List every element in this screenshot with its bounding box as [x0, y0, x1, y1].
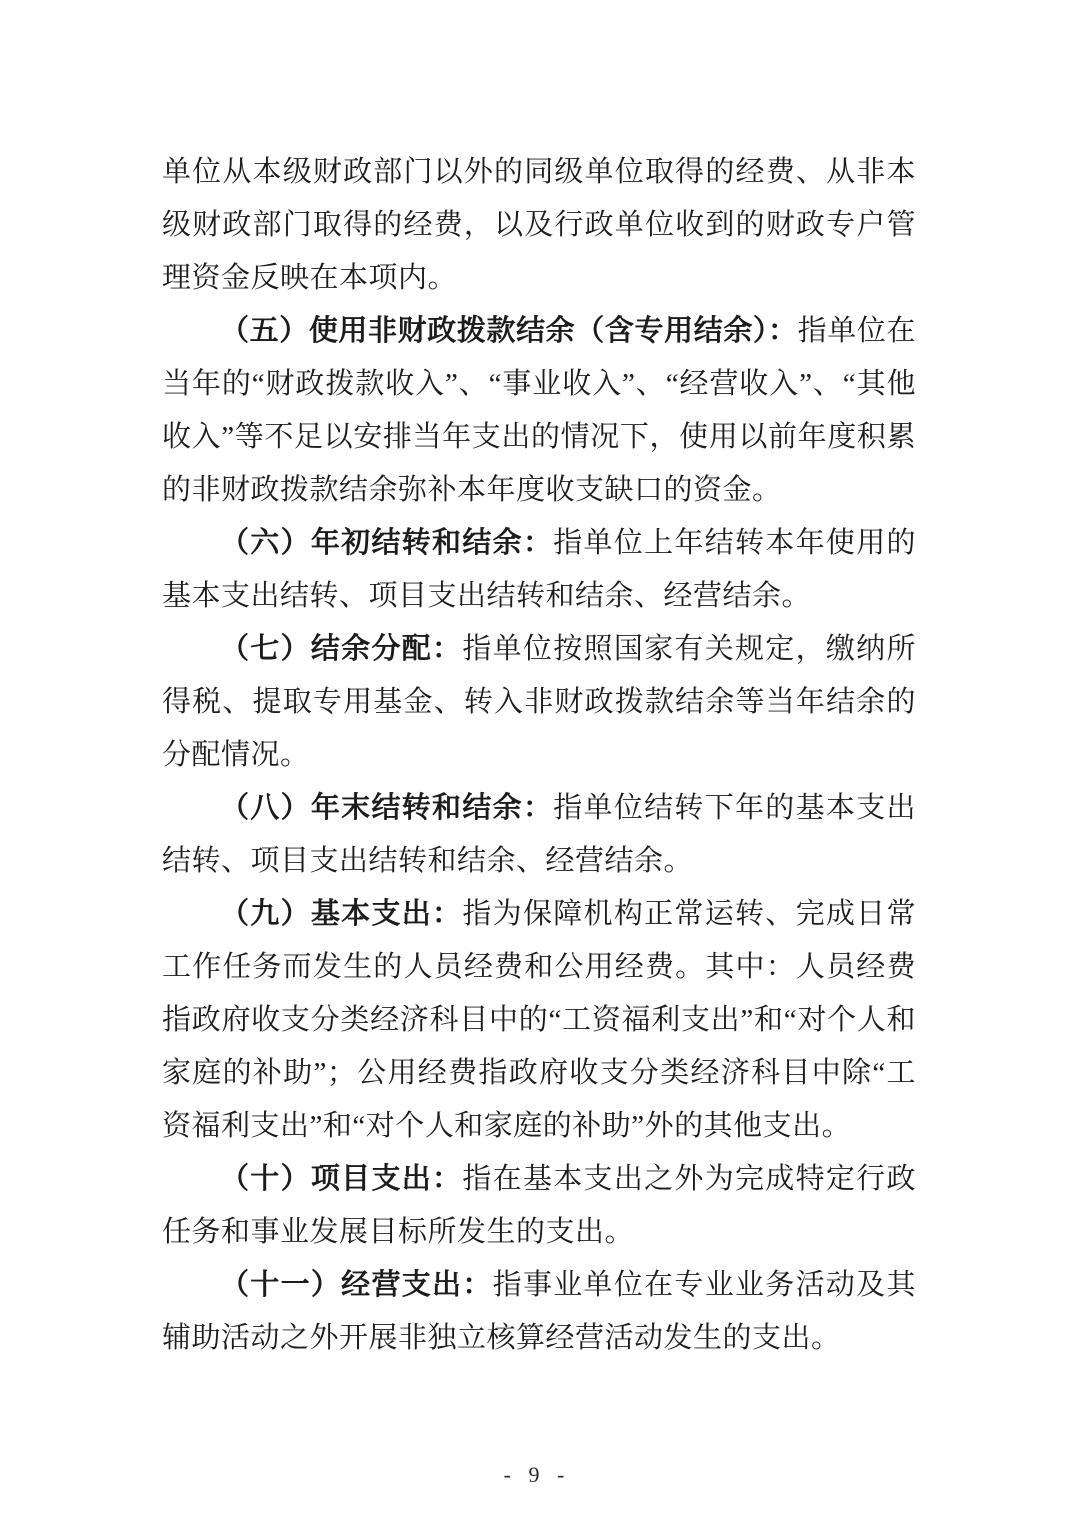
- paragraph-term-11: [162, 1259, 916, 1365]
- paragraph-term-9: [162, 888, 916, 1153]
- paragraph-term-8: [162, 782, 916, 888]
- term-definition: 单位从本级财政部门以外的同级单位取得的经费、从非本级财政部门取得的经费，以及行政单位收到的财政专户管理资金反映在本项内。: [162, 156, 916, 294]
- term-definition: 指单位按照国家有关规定，缴纳所得税、提取专用基金、转入非财政拨款结余等当年结余的分配情况。: [162, 633, 916, 771]
- term-label: （八）年末结转和结余：: [220, 792, 554, 824]
- term-label: （十一）经营支出：: [220, 1269, 493, 1301]
- term-definition: 指单位在当年的“财政拨款收入”、“事业收入”、“经营收入”、“其他收入”等不足以安排当年支出的情况下，使用以前年度积累的非财政拨款结余弥补本年度收支缺口的资金。: [162, 315, 916, 506]
- paragraph-term-7: [162, 623, 916, 782]
- term-definition: 指在基本支出之外为完成特定行政任务和事业发展目标所发生的支出。: [162, 1163, 916, 1248]
- paragraph-continuation: [162, 146, 916, 305]
- paragraph-term-5: [162, 305, 916, 517]
- document-body: [162, 146, 916, 1365]
- term-definition: 指事业单位在专业业务活动及其辅助活动之外开展非独立核算经营活动发生的支出。: [162, 1269, 916, 1354]
- term-label: （六）年初结转和结余：: [220, 527, 554, 559]
- page-number: - 9 -: [503, 1462, 571, 1487]
- term-definition: 指单位结转下年的基本支出结转、项目支出结转和结余、经营结余。: [162, 792, 916, 877]
- term-definition: 指单位上年结转本年使用的基本支出结转、项目支出结转和结余、经营结余。: [162, 527, 916, 612]
- term-label: （五）使用非财政拨款结余（含专用结余）：: [220, 315, 798, 347]
- term-label: （十）项目支出：: [220, 1163, 463, 1195]
- paragraph-term-6: [162, 517, 916, 623]
- paragraph-term-10: [162, 1153, 916, 1259]
- term-definition: 指为保障机构正常运转、完成日常工作任务而发生的人员经费和公用经费。其中：人员经费指政府收支分类经济科目中的“工资福利支出”和“对个人和家庭的补助”；公用经费指政府收支分类经济科目中除“工资福利支出”和“对个人和家庭的补助”外的其他支出。: [162, 898, 916, 1142]
- term-label: （九）基本支出：: [220, 898, 463, 930]
- term-label: （七）结余分配：: [220, 633, 463, 665]
